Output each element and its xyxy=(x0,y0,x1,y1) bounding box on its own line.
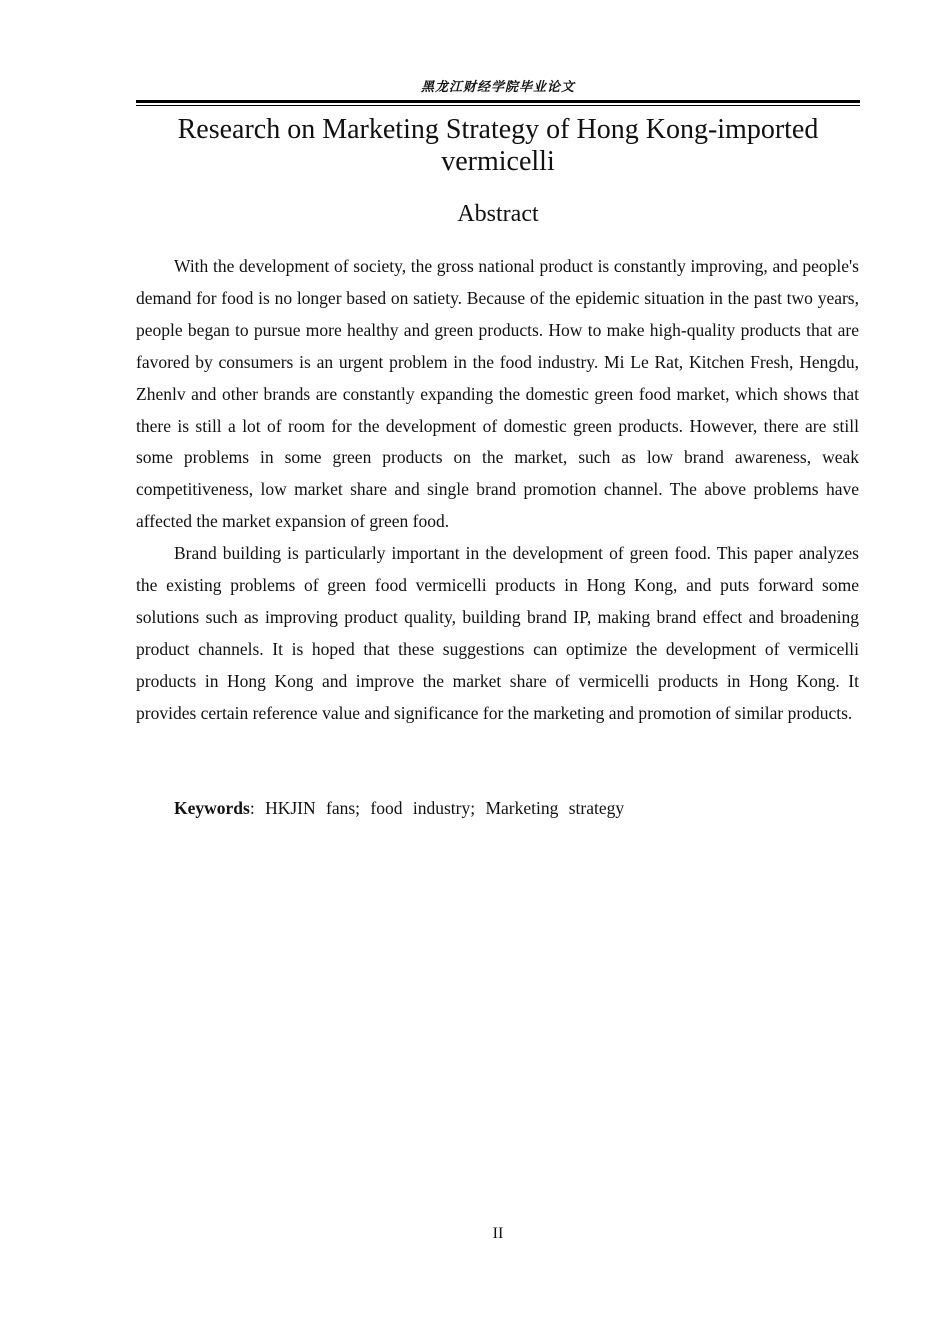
abstract-body xyxy=(136,251,859,730)
keywords-text: HKJIN fans; food industry; Marketing strategy xyxy=(265,798,625,818)
abstract-paragraph-2: Brand building is particularly important in the development of green food. This paper analyzes the existing problems of green food vermicelli products in Hong Kong, and puts forward some solutions such as improving product quality, building brand IP, making brand effect and broadening product channels. It is hoped that these suggestions can optimize the development of vermicelli products in Hong Kong and improve the market share of vermicelli products in Hong Kong. It provides certain reference value and significance for the marketing and promotion of similar products. xyxy=(136,543,859,723)
running-header: 黑龙江财经学院毕业论文 xyxy=(420,80,575,95)
keywords-line xyxy=(174,793,624,825)
header-rule-thick xyxy=(136,100,860,103)
keywords-label: Keywords xyxy=(174,798,250,818)
header-rule-thin xyxy=(136,105,860,106)
keywords-separator: : xyxy=(249,798,255,818)
abstract-heading: Abstract xyxy=(457,201,539,227)
abstract-paragraph-1: With the development of society, the gross national product is constantly improving, and people's demand for food is no longer based on satiety. Because of the epidemic situation in the past two years, people began to pursue more healthy and green products. How to make high-quality products that are favored by consumers is an urgent problem in the food industry. Mi Le Rat, Kitchen Fresh, Hengdu, Zhenlv and other brands are constantly expanding the domestic green food market, which shows that there is still a lot of room for the development of domestic green products. However, there are still some problems in some green products on the market, such as low brand awareness, weak competitiveness, low market share and single brand promotion channel. The above problems have affected the market expansion of green food. xyxy=(136,256,859,532)
page-number: II xyxy=(492,1225,504,1242)
document-title: Research on Marketing Strategy of Hong Kong-imported vermicelli xyxy=(177,114,819,177)
